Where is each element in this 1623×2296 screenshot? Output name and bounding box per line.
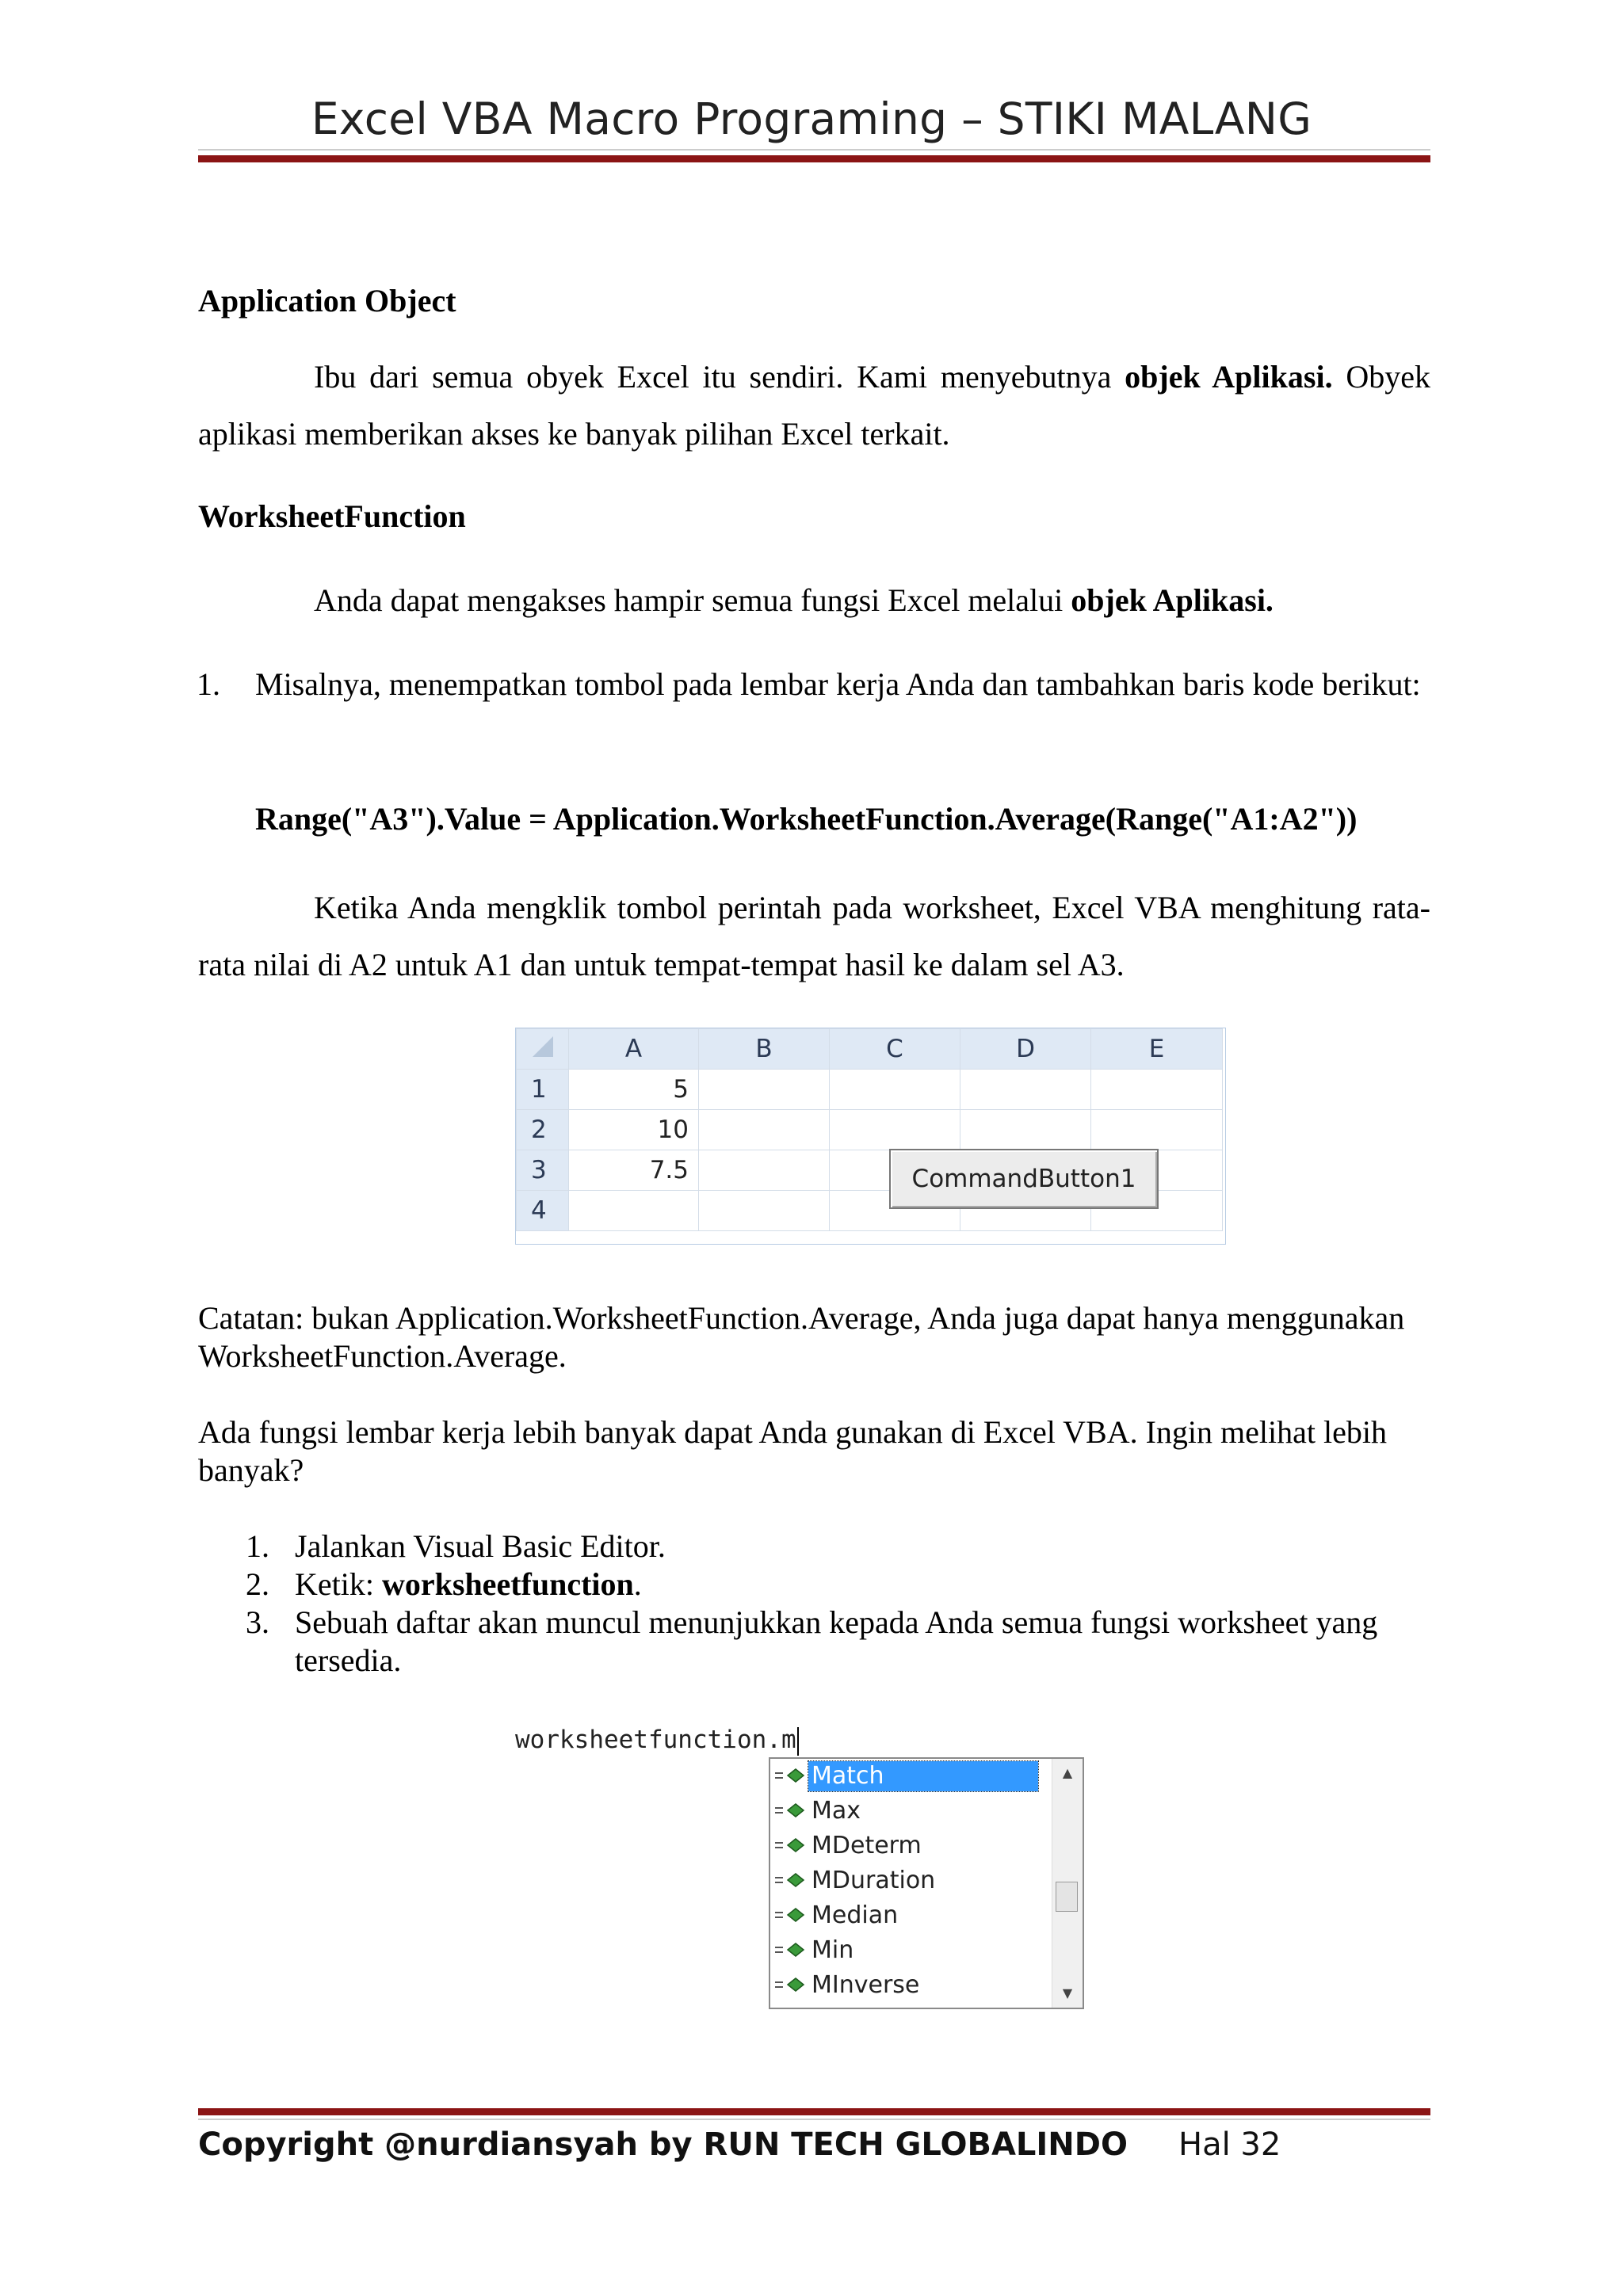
command-button[interactable]: CommandButton1 xyxy=(889,1149,1159,1209)
method-icon xyxy=(770,1968,808,2003)
row-header[interactable]: 1 xyxy=(517,1070,569,1110)
cell-a3[interactable]: 7.5 xyxy=(569,1150,699,1191)
autocomplete-item[interactable]: Median xyxy=(770,1898,1052,1933)
scroll-thumb[interactable] xyxy=(1056,1882,1078,1912)
scroll-up-arrow-icon[interactable]: ▲ xyxy=(1062,1765,1073,1780)
row-header[interactable]: 4 xyxy=(517,1191,569,1231)
cell[interactable] xyxy=(960,1110,1091,1150)
paragraph-application-object: Ibu dari semua obyek Excel itu sendiri. Kami menyebutnya objek Aplikasi. Obyek aplikasi memberikan akses ke banyak pilihan Excel terkait. xyxy=(198,359,1431,452)
autocomplete-item[interactable]: MDuration xyxy=(770,1863,1052,1898)
column-header[interactable]: E xyxy=(1091,1029,1223,1070)
cell[interactable] xyxy=(699,1150,830,1191)
autocomplete-item[interactable]: Max xyxy=(770,1794,1052,1829)
autocomplete-item[interactable]: MInverse xyxy=(770,1968,1052,2003)
heading-application-object: Application Object xyxy=(198,283,456,318)
cell-a4[interactable] xyxy=(569,1191,699,1231)
cell[interactable] xyxy=(960,1070,1091,1110)
method-icon xyxy=(770,1794,808,1829)
code-editor-line[interactable]: worksheetfunction.m xyxy=(515,1726,799,1756)
cell[interactable] xyxy=(699,1070,830,1110)
cell[interactable] xyxy=(830,1070,960,1110)
list-item: 2. Ketik: worksheetfunction. xyxy=(246,1566,642,1602)
more-paragraph: Ada fungsi lembar kerja lebih banyak dapat Anda gunakan di Excel VBA. Ingin melihat lebih banyak? xyxy=(198,1414,1387,1488)
cell-a2[interactable]: 10 xyxy=(569,1110,699,1150)
select-all-corner[interactable] xyxy=(517,1029,569,1070)
heading-worksheetfunction: WorksheetFunction xyxy=(198,498,466,534)
list-item: 3. Sebuah daftar akan muncul menunjukkan kepada Anda semua fungsi worksheet yang tersedia. xyxy=(246,1604,1378,1678)
scrollbar[interactable] xyxy=(1052,1759,1083,2008)
column-header[interactable]: D xyxy=(960,1029,1091,1070)
cell[interactable] xyxy=(830,1110,960,1150)
row-header[interactable]: 3 xyxy=(517,1150,569,1191)
note-paragraph: Catatan: bukan Application.WorksheetFunction.Average, Anda juga dapat hanya menggunakan WorksheetFunction.Average. xyxy=(198,1300,1405,1374)
text-caret xyxy=(797,1727,799,1756)
cell-a1[interactable]: 5 xyxy=(569,1070,699,1110)
column-header[interactable]: A xyxy=(569,1029,699,1070)
cell[interactable] xyxy=(699,1110,830,1150)
row-header[interactable]: 2 xyxy=(517,1110,569,1150)
footer-copyright: Copyright @nurdiansyah by RUN TECH GLOBALINDO xyxy=(198,2126,1128,2163)
paragraph-explanation: Ketika Anda mengklik tombol perintah pada worksheet, Excel VBA menghitung rata-rata nilai di A2 untuk A1 dan untuk tempat-tempat hasil ke dalam sel A3. xyxy=(198,890,1430,982)
footer-rule xyxy=(198,2108,1430,2115)
autocomplete-list[interactable] xyxy=(769,1757,1084,2009)
method-icon xyxy=(770,1759,808,1794)
method-icon xyxy=(770,1933,808,1968)
cell[interactable] xyxy=(699,1191,830,1231)
autocomplete-item[interactable]: Match xyxy=(770,1759,1052,1794)
autocomplete-item[interactable]: MDeterm xyxy=(770,1829,1052,1863)
header-rule-thin xyxy=(198,149,1430,151)
code-line: Range("A3").Value = Application.WorksheetFunction.Average(Range("A1:A2")) xyxy=(255,801,1358,837)
list-item: 1. Jalankan Visual Basic Editor. xyxy=(246,1528,666,1564)
steps-list xyxy=(198,1527,1430,1680)
page-header-title: Excel VBA Macro Programing – STIKI MALANG xyxy=(311,93,1312,144)
scroll-down-arrow-icon[interactable]: ▼ xyxy=(1062,1985,1073,2000)
list-item: 1. Misalnya, menempatkan tombol pada lembar kerja Anda dan tambahkan baris kode berikut: xyxy=(197,666,1421,702)
cell[interactable] xyxy=(1091,1070,1223,1110)
header-rule xyxy=(198,155,1430,162)
spreadsheet-figure xyxy=(515,1028,1226,1245)
column-header[interactable]: B xyxy=(699,1029,830,1070)
column-header[interactable]: C xyxy=(830,1029,960,1070)
method-icon xyxy=(770,1898,808,1933)
method-icon xyxy=(770,1829,808,1863)
cell[interactable] xyxy=(1091,1110,1223,1150)
autocomplete-item[interactable]: Min xyxy=(770,1933,1052,1968)
footer-rule-thin xyxy=(198,2119,1430,2120)
paragraph-worksheetfunction: Anda dapat mengakses hampir semua fungsi Excel melalui objek Aplikasi. xyxy=(314,582,1274,618)
page-number: Hal 32 xyxy=(1178,2126,1281,2163)
method-icon xyxy=(770,1863,808,1898)
